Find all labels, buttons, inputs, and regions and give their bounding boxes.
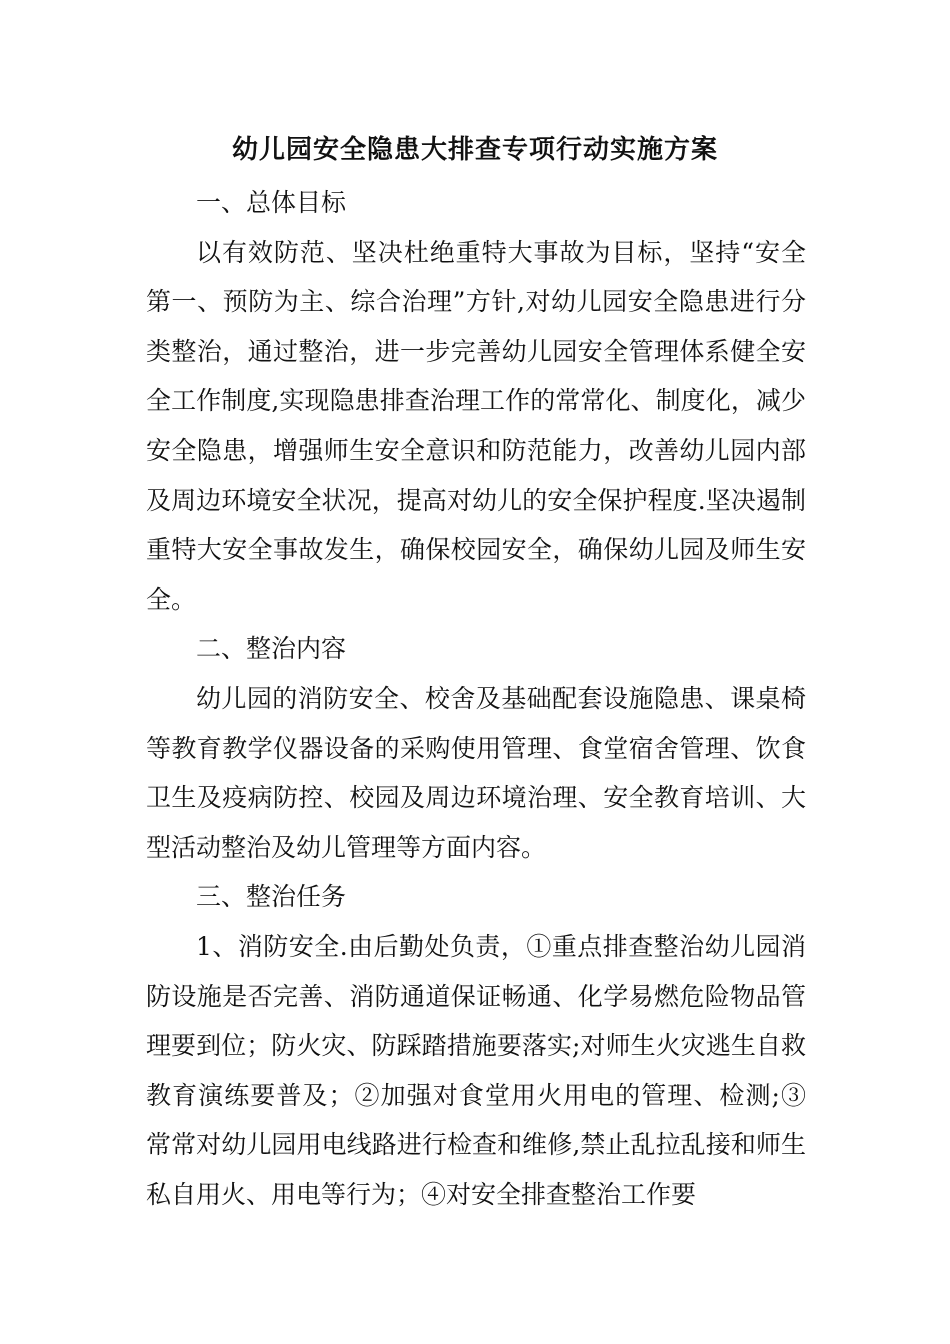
document-body [146,178,806,1219]
section-heading: 一、总体目标 [196,188,347,217]
paragraph: 1、消防安全.由后勤处负责，①重点排查整治幼儿园消防设施是否完善、消防通道保证畅通、化学易燃危险物品管理要到位；防火灾、防踩踏措施要落实;对师生火灾逃生自救教育演练要普及；②加强对食堂用火用电的管理、检测;③ 常常对幼儿园用电线路进行检查和维修,禁止乱拉乱接和师生私自用火、用电等行为；④对安全排查整治工作要 [146,931,806,1209]
section-overall-goal [146,178,806,624]
paragraph: 幼儿园的消防安全、校舍及基础配套设施隐患、课桌椅等教育教学仪器设备的采购使用管理、食堂宿舍管理、饮食卫生及疫病防控、校园及周边环境治理、安全教育培训、大型活动整治及幼儿管理等方面内容。 [146,683,806,862]
section-heading: 二、整治内容 [196,634,347,664]
document-title: 幼儿园安全隐患大排查专项行动实施方案 [231,135,718,165]
section-rectification-tasks [146,872,806,1219]
section-rectification-content [146,624,806,872]
section-heading: 三、整治任务 [196,882,347,912]
paragraph: 以有效防范、坚决杜绝重特大事故为目标，坚持“安全第一、预防为主、综合治理”方针,对幼儿园安全隐患进行分类整治，通过整治，进一步完善幼儿园安全管理体系健全安全工作制度,实现隐患排查治理工作的常常化、制度化，减少安全隐患，增强师生安全意识和防范能力，改善幼儿园内部及周边环境安全状况，提高对幼儿的安全保护程度.坚决遏制重特大安全事故发生，确保校园安全，确保幼儿园及师生安全。 [146,237,806,614]
